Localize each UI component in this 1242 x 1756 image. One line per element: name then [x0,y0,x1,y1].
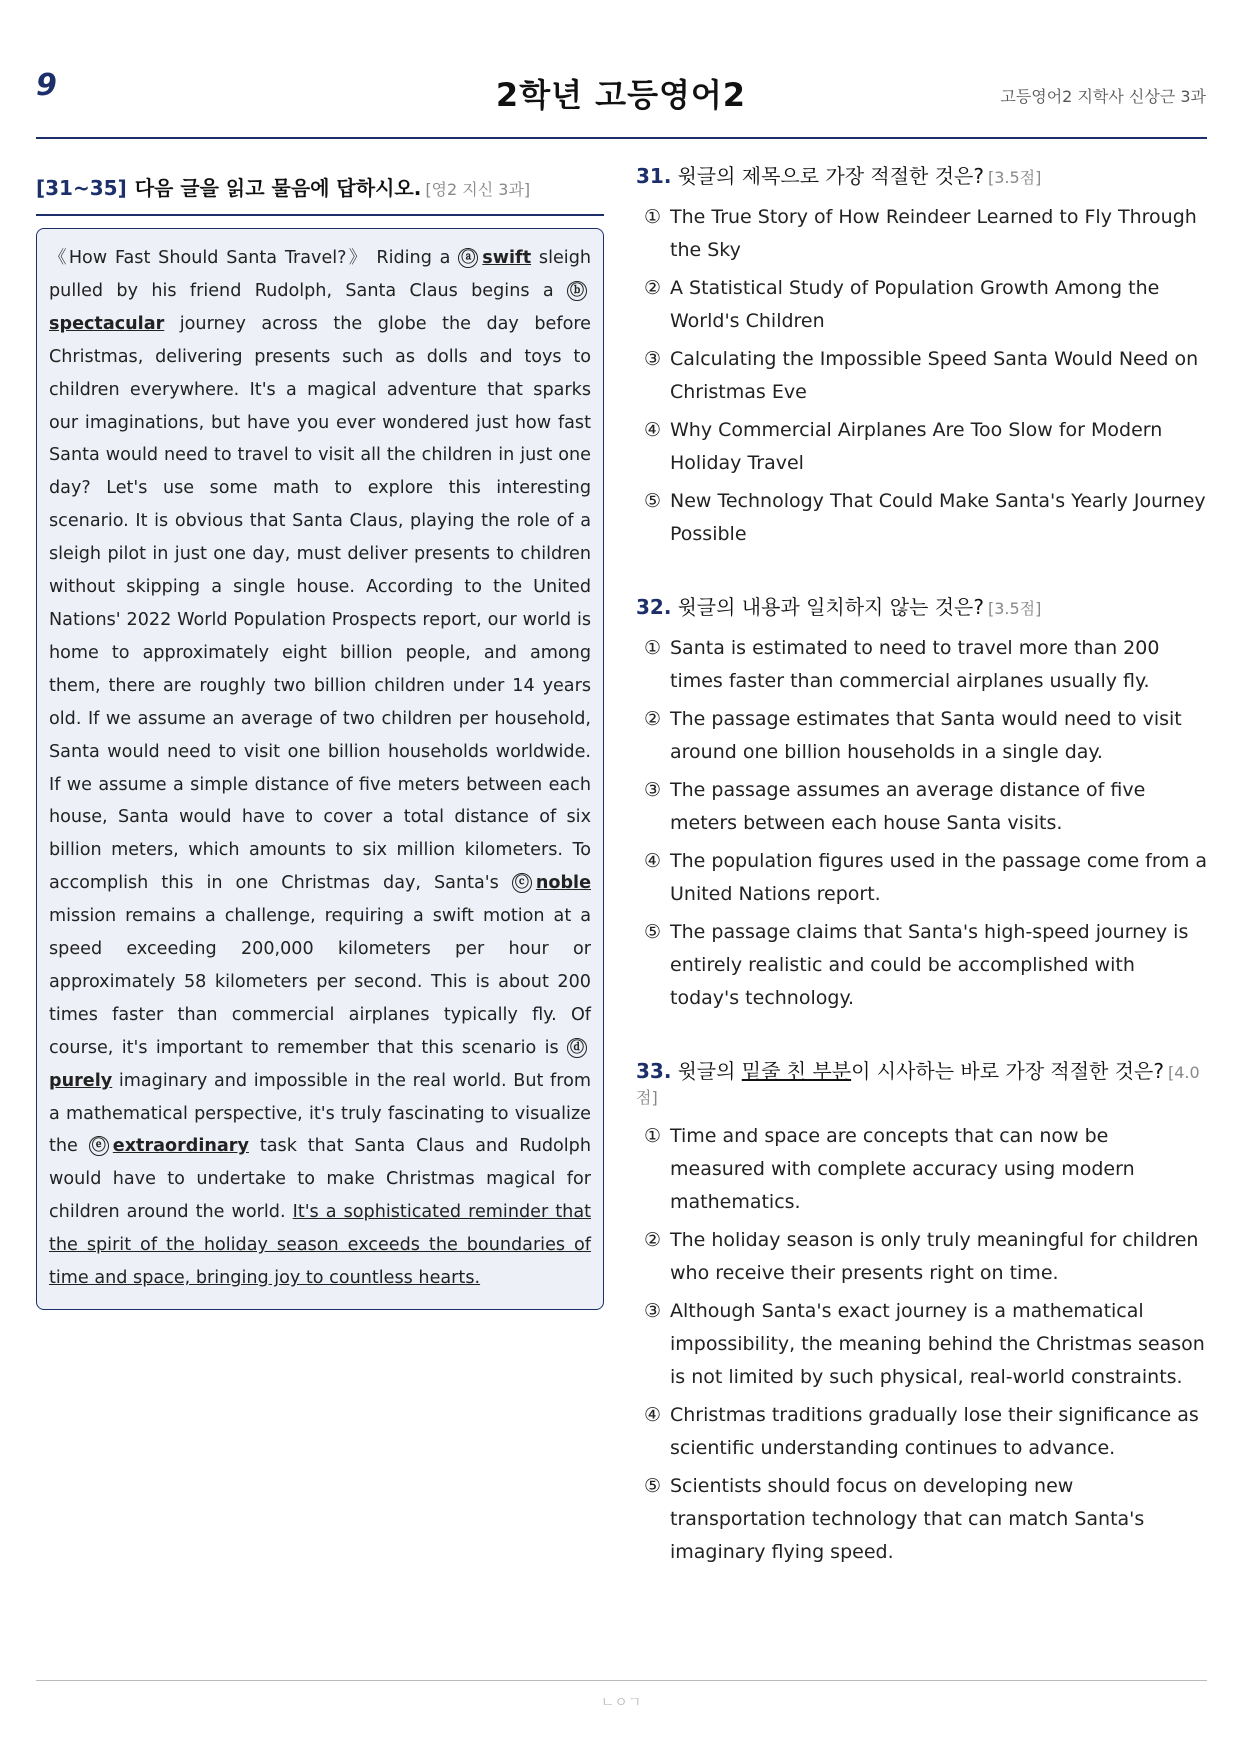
marker-c: ⓒ [512,873,532,893]
answer-option[interactable] [636,272,1208,338]
option-text: The population figures used in the passage come from a United Nations report. [670,850,1208,905]
answer-option[interactable] [636,1399,1208,1465]
option-number: ③ [644,348,662,370]
question-number: 31. [636,164,672,188]
questions-column [636,160,1208,1609]
option-text: Why Commercial Airplanes Are Too Slow for Modern Holiday Travel [670,419,1163,474]
question-points: [3.5점] [987,168,1042,187]
answer-option[interactable] [636,343,1208,409]
option-text: The True Story of How Reindeer Learned to Fly Through the Sky [670,206,1197,261]
passage-box [36,228,604,1310]
option-number: ⑤ [644,490,662,512]
question-prompt-underlined: 밑줄 친 부분 [741,1059,852,1083]
question-points: [3.5점] [987,599,1042,618]
marker-e: ⓔ [89,1136,109,1156]
marker-d: ⓓ [567,1038,587,1058]
option-number: ④ [644,850,662,872]
header-divider [36,137,1207,139]
answer-option[interactable] [636,632,1208,698]
answer-option[interactable] [636,485,1208,551]
question-range: [31~35] [36,176,127,200]
instructions [36,172,604,208]
underlined-sentence: It's a sophisticated reminder that the spirit of the holiday season exceeds the boundaries of time and space, bringing joy to countless hearts. [49,1202,591,1289]
option-text: The passage claims that Santa's high-speed journey is entirely realistic and could be accomplished with today's technology. [670,921,1189,1009]
passage-segment: mission remains a challenge, requiring a swift motion at a speed exceeding 200,000 kilometers per hour or approximately 58 kilometers per second. This is about 200 times faster than commercial airplanes typically fly. Of course, it's important to remember that this scenario is [49,906,591,1058]
question-33 [636,1055,1208,1569]
answer-option[interactable] [636,414,1208,480]
marker-a: ⓐ [458,248,478,268]
answer-option[interactable] [636,845,1208,911]
question-prompt: 윗글의 [677,1059,742,1083]
option-number: ④ [644,419,662,441]
vocab-swift: swift [482,248,532,268]
option-text: Santa is estimated to need to travel more than 200 times faster than commercial airplanes usually fly. [670,637,1160,692]
question-31 [636,160,1208,551]
source-tag: [영2 지신 3과] [425,180,531,199]
vocab-noble: noble [535,873,591,894]
question-title [636,160,1208,189]
vocab-extraordinary: extraordinary [112,1136,249,1157]
option-text: Time and space are concepts that can now be measured with complete accuracy using modern mathematics. [670,1125,1135,1213]
answer-option[interactable] [636,703,1208,769]
question-title [636,591,1208,620]
marker-b: ⓑ [567,281,587,301]
footer-mark: ㄴㅇㄱ [600,1695,642,1711]
option-number: ③ [644,1300,662,1322]
passage-segment: sleigh pulled by his friend Rudolph, Santa Claus begins a [49,248,592,301]
passage-title: 《How Fast Should Santa Travel?》 [49,248,369,268]
answer-option[interactable] [636,1224,1208,1290]
passage-segment: journey across the globe the day before Christmas, delivering presents such as dolls and toys to children everywhere. It's a magical adventure that sparks our imaginations, but have you ever wondered just how fast Santa would need to travel to visit all the children in just one day? Let's use some math to explore this interesting scenario. It is obvious that Santa Claus, playing the role of a sleigh pilot in just one day, must deliver presents to children without skipping a single house. According to the United Nations' 2022 World Population Prospects report, our world is home to approximately eight billion people, and among them, there are roughly two billion children under 14 years old. If we assume an average of two children per household, Santa would need to visit one billion households worldwide. If we assume a simple distance of five meters between each house, Santa would have to cover a total distance of six billion meters, which amounts to six million kilometers. To accomplish this in one Christmas day, Santa's [49,313,591,894]
option-text: Scientists should focus on developing new transportation technology that can match Santa's imaginary flying speed. [670,1475,1145,1563]
option-number: ④ [644,1404,662,1426]
answer-option[interactable] [636,916,1208,1015]
passage-segment: task that Santa Claus and Rudolph would have to undertake to make Christmas magical for children around the world. [49,1136,591,1223]
option-text: The passage estimates that Santa would need to visit around one billion households in a single day. [670,708,1182,763]
footer-divider [36,1680,1207,1681]
answer-option[interactable] [636,201,1208,267]
option-text: Christmas traditions gradually lose their significance as scientific understanding continues to advance. [670,1404,1199,1459]
option-number: ③ [644,779,662,801]
option-number: ⑤ [644,921,662,943]
answer-option[interactable] [636,1120,1208,1219]
question-number: 32. [636,595,672,619]
option-text: The passage assumes an average distance of five meters between each house Santa visits. [670,779,1146,834]
passage-segment: imaginary and impossible in the real world. But from a mathematical perspective, it's truly fascinating to visualize the [49,1070,591,1157]
option-text: The holiday season is only truly meaningful for children who receive their presents right on time. [670,1229,1199,1284]
option-number: ② [644,277,662,299]
page-number: 9 [36,68,57,103]
page-header [36,68,1206,128]
option-text: Although Santa's exact journey is a mathematical impossibility, the meaning behind the Christmas season is not limited by such physical, real-world constraints. [670,1300,1205,1388]
passage-text [49,242,591,1295]
question-number: 33. [636,1059,672,1083]
option-number: ① [644,206,662,228]
answer-option[interactable] [636,1470,1208,1569]
question-prompt: 윗글의 제목으로 가장 적절한 것은? [677,164,984,188]
option-number: ⑤ [644,1475,662,1497]
question-title [636,1055,1208,1108]
option-text: New Technology That Could Make Santa's Yearly Journey Possible [670,490,1206,545]
instructions-divider [36,214,604,216]
passage-column [36,172,604,1310]
question-32 [636,591,1208,1015]
page-subtitle: 고등영어2 지학사 신상근 3과 [1000,87,1206,106]
option-number: ① [644,1125,662,1147]
vocab-purely: purely [49,1070,113,1091]
passage-segment: Riding a [368,248,459,268]
question-points: [4.0점] [636,1063,1200,1107]
answer-option[interactable] [636,1295,1208,1394]
option-text: A Statistical Study of Population Growth Among the World's Children [670,277,1160,332]
vocab-spectacular: spectacular [49,313,165,334]
option-number: ② [644,1229,662,1251]
page-title: 2학년 고등영어2 [495,76,747,114]
instructions-text: 다음 글을 읽고 물음에 답하시오. [134,176,422,200]
option-number: ② [644,708,662,730]
option-text: Calculating the Impossible Speed Santa Would Need on Christmas Eve [670,348,1199,403]
question-prompt: 이 시사하는 바로 가장 적절한 것은? [851,1059,1164,1083]
answer-option[interactable] [636,774,1208,840]
option-number: ① [644,637,662,659]
question-prompt: 윗글의 내용과 일치하지 않는 것은? [677,595,984,619]
